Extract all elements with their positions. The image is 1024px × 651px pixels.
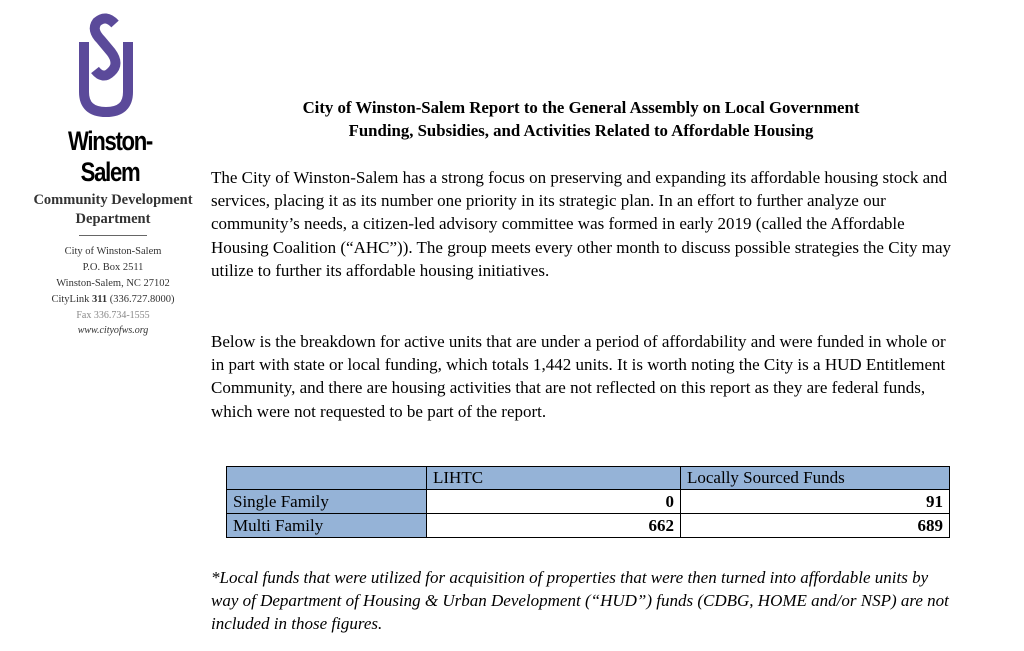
column-header-blank: [227, 467, 427, 490]
column-header-local-funds: Locally Sourced Funds: [681, 467, 950, 490]
units-table: [226, 466, 950, 538]
sidebar-contact: [28, 191, 198, 338]
table-header-row: [227, 467, 950, 490]
table-row: [227, 514, 950, 538]
cell-lihtc: 0: [427, 490, 681, 514]
fax-number: Fax 336.734-1555: [76, 310, 150, 321]
mailing-address: City of Winston-Salem P.O. Box 2511 Winston-Salem, NC 27102 CityLink 311 (336.727.8000): [28, 244, 198, 308]
row-label: Single Family: [227, 490, 427, 514]
cell-local-funds: 91: [681, 490, 950, 514]
table-row: [227, 490, 950, 514]
department-name: Community Development Department: [33, 192, 193, 227]
website-link[interactable]: www.cityofws.org: [77, 325, 149, 336]
cell-lihtc: 662: [427, 514, 681, 538]
winston-salem-ws-emblem-icon: [75, 10, 137, 120]
citylink-line: CityLink 311 (336.727.8000): [51, 294, 175, 305]
logo-wordmark: Winston-Salem: [68, 126, 152, 187]
cell-local-funds: 689: [681, 514, 950, 538]
row-label: Multi Family: [227, 514, 427, 538]
intro-paragraph: The City of Winston-Salem has a strong focus on preserving and expanding its affordable housing stock and services, placing it as its number one priority in its strategic plan. In an effort to further analyze our community’s needs, a citizen-led advisory committee was formed in early 2019 (called the Affordable Housing Coalition (“AHC”)). The group meets every other month to discuss possible strategies the City may utilize to further its affordable housing initiatives.: [211, 168, 952, 280]
footnote: *Local funds that were utilized for acquisition of properties that were then turned into affordable units by way of Department of Housing & Urban Development (“HUD”) funds (CDBG, HOME and/or NSP) are not included in those figures.: [211, 568, 949, 634]
column-header-lihtc: LIHTC: [427, 467, 681, 490]
breakdown-paragraph: Below is the breakdown for active units that are under a period of affordability and were funded in whole or in part with state or local funding, which totals 1,442 units. It is worth noting the City is a HUD Entitlement Community, and there are housing activities that are not reflected on this report as they are federal funds, which were not requested to be part of the report.: [211, 332, 946, 421]
divider: [79, 235, 147, 236]
city-logo: [30, 8, 190, 187]
report-title: City of Winston-Salem Report to the General Assembly on Local Government Funding, Subsidies, and Activities Related to Affordable Housing: [302, 98, 860, 140]
